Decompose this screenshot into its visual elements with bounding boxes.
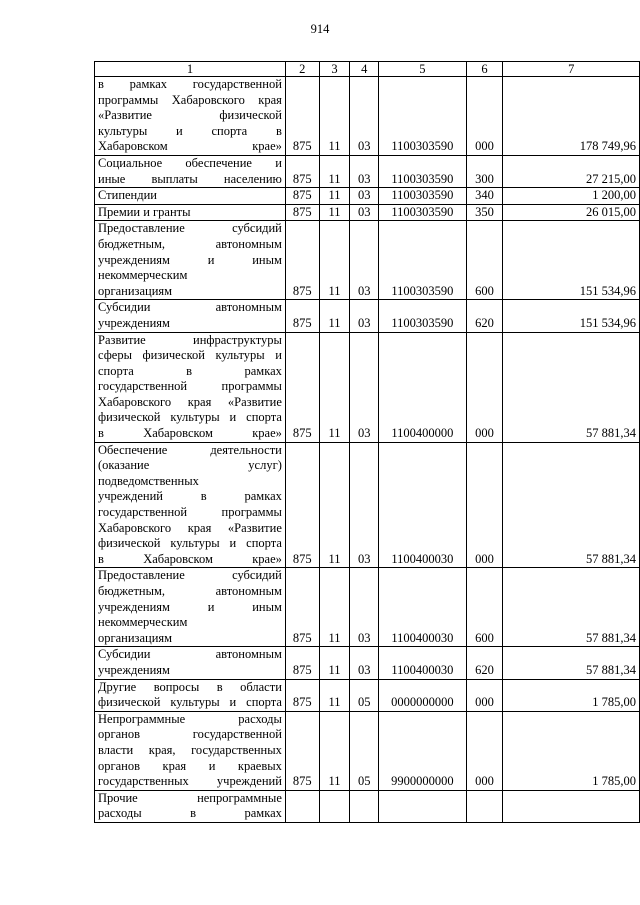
name-line: в Хабаровском крае» bbox=[98, 426, 282, 441]
name-line: иные выплаты населению bbox=[98, 171, 282, 186]
table-row bbox=[95, 679, 640, 711]
budget-table bbox=[94, 61, 640, 823]
name-line: Непрограммные расходы bbox=[98, 711, 282, 726]
name-line: учреждениям bbox=[98, 662, 170, 677]
name-line: Хабаровского края «Развитие bbox=[98, 520, 282, 535]
name-line: Развитие инфраструктуры bbox=[98, 332, 282, 347]
cell-amount: 26 015,00 bbox=[503, 204, 640, 221]
cell-ved: 875 bbox=[285, 221, 319, 300]
cell-ved: 875 bbox=[285, 77, 319, 156]
name-line: спорта в рамках bbox=[98, 363, 282, 378]
cell-section: 11 bbox=[319, 77, 350, 156]
cell-section: 11 bbox=[319, 155, 350, 187]
name-line: учреждениям и иным bbox=[98, 599, 282, 614]
header-cell: 2 bbox=[285, 62, 319, 77]
cell-section: 11 bbox=[319, 188, 350, 205]
cell-name bbox=[95, 679, 286, 711]
cell-name bbox=[95, 442, 286, 568]
cell-expense-type: 000 bbox=[466, 332, 503, 442]
cell-name bbox=[95, 568, 286, 647]
cell-section bbox=[319, 790, 350, 822]
cell-amount: 57 881,34 bbox=[503, 442, 640, 568]
name-line: некоммерческим bbox=[98, 615, 188, 630]
cell-amount: 151 534,96 bbox=[503, 300, 640, 332]
cell-expense-type: 000 bbox=[466, 77, 503, 156]
cell-section: 11 bbox=[319, 711, 350, 790]
cell-expense-type bbox=[466, 790, 503, 822]
name-line: Хабаровского края «Развитие bbox=[98, 394, 282, 409]
name-line: Хабаровском крае» bbox=[98, 139, 282, 154]
table-row bbox=[95, 77, 640, 156]
cell-ved: 875 bbox=[285, 155, 319, 187]
cell-section: 11 bbox=[319, 568, 350, 647]
table-row bbox=[95, 647, 640, 679]
table-row bbox=[95, 568, 640, 647]
cell-ved: 875 bbox=[285, 442, 319, 568]
cell-target-article: 1100303590 bbox=[379, 221, 467, 300]
name-line: некоммерческим bbox=[98, 268, 188, 283]
name-line: Премии и гранты bbox=[98, 204, 191, 219]
name-line: (оказание услуг) bbox=[98, 458, 282, 473]
name-line: государственной программы bbox=[98, 505, 282, 520]
cell-ved: 875 bbox=[285, 332, 319, 442]
cell-expense-type: 600 bbox=[466, 568, 503, 647]
name-line: Другие вопросы в области bbox=[98, 679, 282, 694]
cell-subsection: 03 bbox=[350, 332, 379, 442]
cell-expense-type: 000 bbox=[466, 679, 503, 711]
cell-expense-type: 620 bbox=[466, 647, 503, 679]
name-line: органов края и краевых bbox=[98, 758, 282, 773]
header-row bbox=[95, 62, 640, 77]
page-number: 914 bbox=[310, 22, 330, 36]
name-line: учреждениям и иным bbox=[98, 252, 282, 267]
cell-target-article: 1100400030 bbox=[379, 647, 467, 679]
cell-amount: 1 785,00 bbox=[503, 679, 640, 711]
cell-expense-type: 620 bbox=[466, 300, 503, 332]
cell-target-article bbox=[379, 790, 467, 822]
cell-expense-type: 000 bbox=[466, 711, 503, 790]
name-line: Обеспечение деятельности bbox=[98, 442, 282, 457]
cell-target-article: 1100303590 bbox=[379, 77, 467, 156]
cell-amount: 1 785,00 bbox=[503, 711, 640, 790]
table-row bbox=[95, 442, 640, 568]
name-line: физической культуры и спорта bbox=[98, 695, 282, 710]
cell-section: 11 bbox=[319, 442, 350, 568]
header-cell: 3 bbox=[319, 62, 350, 77]
table-row bbox=[95, 332, 640, 442]
name-line: физической культуры и спорта bbox=[98, 536, 282, 551]
name-line: «Развитие физической bbox=[98, 108, 282, 123]
table-row bbox=[95, 188, 640, 205]
name-line: организациям bbox=[98, 283, 173, 298]
name-line: органов государственной bbox=[98, 727, 282, 742]
cell-expense-type: 340 bbox=[466, 188, 503, 205]
cell-target-article: 9900000000 bbox=[379, 711, 467, 790]
cell-ved: 875 bbox=[285, 568, 319, 647]
cell-section: 11 bbox=[319, 204, 350, 221]
cell-subsection: 03 bbox=[350, 568, 379, 647]
cell-subsection: 03 bbox=[350, 204, 379, 221]
cell-name bbox=[95, 221, 286, 300]
name-line: программы Хабаровского края bbox=[98, 92, 282, 107]
cell-subsection: 03 bbox=[350, 442, 379, 568]
cell-name bbox=[95, 790, 286, 822]
cell-ved: 875 bbox=[285, 711, 319, 790]
name-line: в Хабаровском крае» bbox=[98, 551, 282, 566]
name-line: государственных учреждений bbox=[98, 774, 282, 789]
cell-target-article: 1100400030 bbox=[379, 568, 467, 647]
cell-target-article: 1100303590 bbox=[379, 300, 467, 332]
cell-subsection: 03 bbox=[350, 188, 379, 205]
name-line: Прочие непрограммные bbox=[98, 790, 282, 805]
cell-name bbox=[95, 188, 286, 205]
cell-name bbox=[95, 155, 286, 187]
cell-amount: 151 534,96 bbox=[503, 221, 640, 300]
cell-expense-type: 300 bbox=[466, 155, 503, 187]
name-line: бюджетным, автономным bbox=[98, 236, 282, 251]
name-line: Социальное обеспечение и bbox=[98, 155, 282, 170]
cell-subsection: 03 bbox=[350, 155, 379, 187]
cell-section: 11 bbox=[319, 221, 350, 300]
table-row bbox=[95, 155, 640, 187]
cell-ved: 875 bbox=[285, 188, 319, 205]
cell-name bbox=[95, 711, 286, 790]
cell-subsection bbox=[350, 790, 379, 822]
cell-expense-type: 000 bbox=[466, 442, 503, 568]
cell-target-article: 1100400030 bbox=[379, 442, 467, 568]
cell-section: 11 bbox=[319, 647, 350, 679]
cell-expense-type: 600 bbox=[466, 221, 503, 300]
name-line: сферы физической культуры и bbox=[98, 348, 282, 363]
cell-name bbox=[95, 647, 286, 679]
name-line: Предоставление субсидий bbox=[98, 568, 282, 583]
table-row bbox=[95, 790, 640, 822]
cell-section: 11 bbox=[319, 300, 350, 332]
cell-subsection: 05 bbox=[350, 679, 379, 711]
cell-subsection: 03 bbox=[350, 300, 379, 332]
name-line: в рамках государственной bbox=[98, 77, 282, 91]
cell-ved: 875 bbox=[285, 647, 319, 679]
table-row bbox=[95, 711, 640, 790]
cell-name bbox=[95, 77, 286, 156]
name-line: подведомственных bbox=[98, 473, 199, 488]
cell-ved: 875 bbox=[285, 679, 319, 711]
cell-amount: 27 215,00 bbox=[503, 155, 640, 187]
table-row bbox=[95, 221, 640, 300]
name-line: бюджетным, автономным bbox=[98, 584, 282, 598]
cell-subsection: 03 bbox=[350, 647, 379, 679]
name-line: Стипендии bbox=[98, 188, 157, 203]
cell-section: 11 bbox=[319, 679, 350, 711]
cell-amount: 178 749,96 bbox=[503, 77, 640, 156]
name-line: расходы в рамках bbox=[98, 806, 282, 821]
cell-section: 11 bbox=[319, 332, 350, 442]
table-body bbox=[95, 77, 640, 823]
name-line: Субсидии автономным bbox=[98, 300, 282, 315]
cell-ved bbox=[285, 790, 319, 822]
cell-ved: 875 bbox=[285, 300, 319, 332]
name-line: государственной программы bbox=[98, 379, 282, 394]
table-row bbox=[95, 300, 640, 332]
cell-subsection: 05 bbox=[350, 711, 379, 790]
name-line: физической культуры и спорта bbox=[98, 410, 282, 425]
cell-expense-type: 350 bbox=[466, 204, 503, 221]
cell-ved: 875 bbox=[285, 204, 319, 221]
name-line: власти края, государственных bbox=[98, 742, 282, 757]
name-line: Предоставление субсидий bbox=[98, 221, 282, 236]
header-cell: 5 bbox=[379, 62, 467, 77]
cell-amount: 1 200,00 bbox=[503, 188, 640, 205]
cell-subsection: 03 bbox=[350, 77, 379, 156]
cell-name bbox=[95, 332, 286, 442]
name-line: культуры и спорта в bbox=[98, 123, 282, 138]
name-line: учреждениям bbox=[98, 315, 170, 330]
header-cell: 4 bbox=[350, 62, 379, 77]
name-line: Субсидии автономным bbox=[98, 647, 282, 662]
cell-amount: 57 881,34 bbox=[503, 332, 640, 442]
cell-name bbox=[95, 204, 286, 221]
cell-target-article: 0000000000 bbox=[379, 679, 467, 711]
cell-subsection: 03 bbox=[350, 221, 379, 300]
cell-amount bbox=[503, 790, 640, 822]
name-line: организациям bbox=[98, 630, 173, 645]
cell-target-article: 1100400000 bbox=[379, 332, 467, 442]
header-cell: 1 bbox=[95, 62, 286, 77]
header-cell: 7 bbox=[503, 62, 640, 77]
cell-amount: 57 881,34 bbox=[503, 647, 640, 679]
header-cell: 6 bbox=[466, 62, 503, 77]
name-line: учреждений в рамках bbox=[98, 489, 282, 504]
cell-amount: 57 881,34 bbox=[503, 568, 640, 647]
cell-name bbox=[95, 300, 286, 332]
cell-target-article: 1100303590 bbox=[379, 204, 467, 221]
table-row bbox=[95, 204, 640, 221]
cell-target-article: 1100303590 bbox=[379, 188, 467, 205]
cell-target-article: 1100303590 bbox=[379, 155, 467, 187]
